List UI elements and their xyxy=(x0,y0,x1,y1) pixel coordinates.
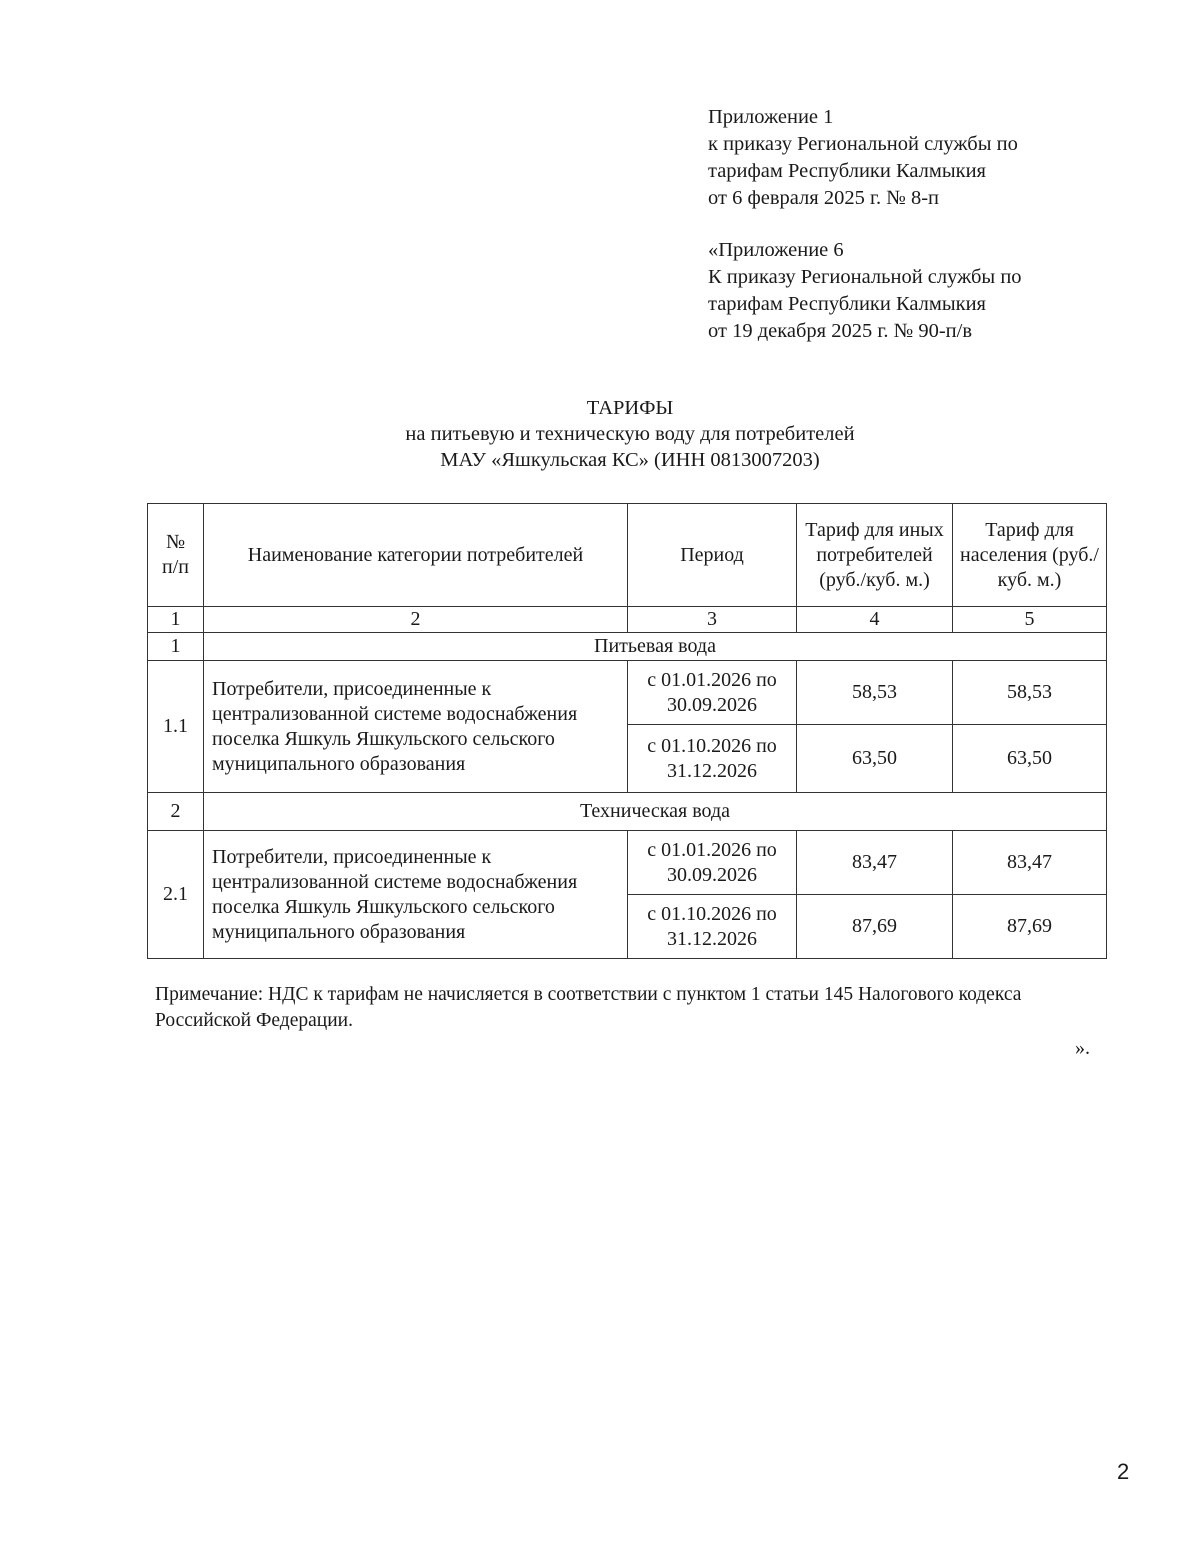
section-row xyxy=(148,793,1107,831)
appendix-1-header xyxy=(708,104,1018,212)
tariff-other-cell: 83,47 xyxy=(797,831,953,895)
title-subheading: на питьевую и техническую воду для потребителей xyxy=(405,423,855,445)
col-number: 2 xyxy=(204,607,628,633)
tariff-other-cell: 87,69 xyxy=(797,895,953,959)
tariff-population-cell: 83,47 xyxy=(953,831,1107,895)
tariff-population-cell: 87,69 xyxy=(953,895,1107,959)
closing-quote: ». xyxy=(1075,1037,1090,1059)
appendix-line: К приказу Региональной службы по xyxy=(708,266,1022,288)
header-tariff-population: Тариф для населения (руб./куб. м.) xyxy=(953,504,1107,607)
header-tariff-other: Тариф для иных потребителей (руб./куб. м.) xyxy=(797,504,953,607)
tariff-table xyxy=(147,503,1107,959)
section-num: 1 xyxy=(148,633,204,661)
appendix-line: тарифам Республики Калмыкия xyxy=(708,160,986,182)
appendix-line: Приложение 1 xyxy=(708,106,834,128)
header-name: Наименование категории потребителей xyxy=(204,504,628,607)
consumer-category: Потребители, присоединенные к централизованной системе водоснабжения поселка Яшкуль Яшкульского сельского муниципального образования xyxy=(204,661,628,793)
row-num: 2.1 xyxy=(148,831,204,959)
period-cell: с 01.10.2026 по 31.12.2026 xyxy=(628,895,797,959)
section-row xyxy=(148,633,1107,661)
col-number: 5 xyxy=(953,607,1107,633)
vat-note: Примечание: НДС к тарифам не начисляется в соответствии с пунктом 1 статьи 145 Налогового кодекса Российской Федерации. xyxy=(155,984,1022,1031)
section-num: 2 xyxy=(148,793,204,831)
appendix-6-header xyxy=(708,237,1022,345)
title-heading: ТАРИФЫ xyxy=(586,397,674,419)
tariff-population-cell: 63,50 xyxy=(953,725,1107,793)
section-title: Техническая вода xyxy=(204,793,1107,831)
consumer-category: Потребители, присоединенные к централизованной системе водоснабжения поселка Яшкуль Яшкульского сельского муниципального образования xyxy=(204,831,628,959)
row-num: 1.1 xyxy=(148,661,204,793)
header-num: № п/п xyxy=(148,504,204,607)
appendix-line: от 19 декабря 2025 г. № 90-п/в xyxy=(708,320,973,342)
appendix-line: от 6 февраля 2025 г. № 8-п xyxy=(708,187,940,209)
table-header-row xyxy=(148,504,1107,607)
table-row xyxy=(148,831,1107,895)
tariff-other-cell: 63,50 xyxy=(797,725,953,793)
appendix-line: тарифам Республики Калмыкия xyxy=(708,293,986,315)
appendix-line: к приказу Региональной службы по xyxy=(708,133,1018,155)
tariff-other-cell: 58,53 xyxy=(797,661,953,725)
title-organization: МАУ «Яшкульская КС» (ИНН 0813007203) xyxy=(440,449,820,471)
period-cell: с 01.01.2026 по 30.09.2026 xyxy=(628,661,797,725)
header-period: Период xyxy=(628,504,797,607)
tariff-population-cell: 58,53 xyxy=(953,661,1107,725)
table-row xyxy=(148,661,1107,725)
column-number-row xyxy=(148,607,1107,633)
appendix-line: «Приложение 6 xyxy=(708,239,844,261)
page-number: 2 xyxy=(1117,1459,1130,1484)
period-cell: с 01.01.2026 по 30.09.2026 xyxy=(628,831,797,895)
period-cell: с 01.10.2026 по 31.12.2026 xyxy=(628,725,797,793)
col-number: 1 xyxy=(148,607,204,633)
section-title: Питьевая вода xyxy=(204,633,1107,661)
col-number: 3 xyxy=(628,607,797,633)
col-number: 4 xyxy=(797,607,953,633)
document-title xyxy=(0,395,1200,473)
